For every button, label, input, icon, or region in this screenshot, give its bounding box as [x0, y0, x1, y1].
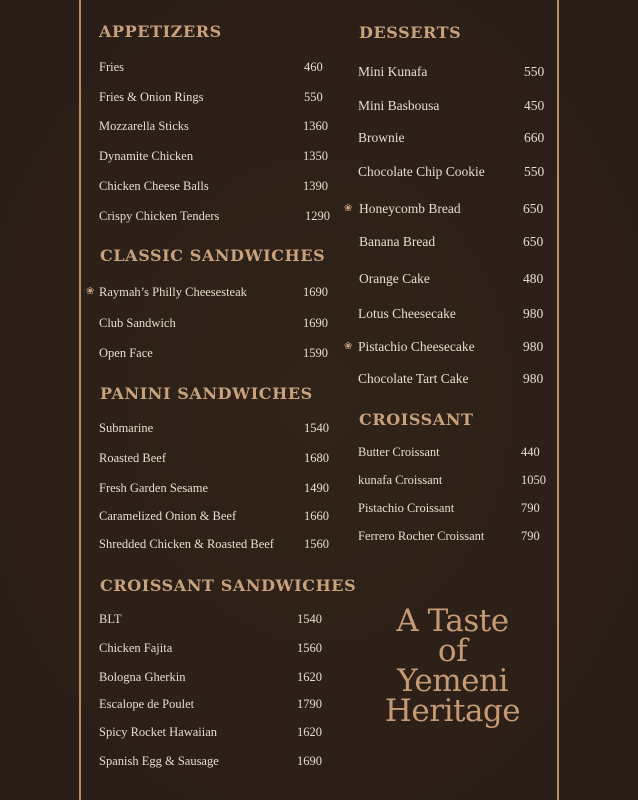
menu-item-name: Crispy Chicken Tenders: [99, 209, 220, 223]
menu-item-price: 660: [524, 130, 545, 145]
menu-item-name: Pistachio Cheesecake: [358, 339, 475, 354]
menu-item-price: 650: [523, 234, 544, 249]
menu-item-price: 1560: [304, 537, 329, 551]
menu-item-price: 1690: [303, 285, 328, 299]
menu-item-name: Ferrero Rocher Croissant: [358, 529, 485, 543]
menu-item-name: Spicy Rocket Hawaiian: [99, 725, 218, 739]
menu-item-price: 1660: [304, 509, 329, 523]
menu-item-name: Chicken Fajita: [99, 641, 173, 655]
menu-item-name: Chicken Cheese Balls: [99, 179, 209, 193]
menu-item-price: 550: [524, 164, 545, 179]
menu-item-price: 460: [304, 60, 323, 74]
menu-item-price: 1390: [303, 179, 328, 193]
menu-item-name: Mini Kunafa: [358, 64, 428, 79]
left-border-line: [79, 0, 81, 800]
menu-item-price: 1540: [297, 612, 322, 626]
tagline-line: of: [437, 633, 468, 669]
menu-item-price: 1490: [304, 481, 329, 495]
signature-dish-icon: ❀: [344, 203, 353, 214]
menu-item-price: 1790: [297, 697, 322, 711]
menu-item-price: 1620: [297, 725, 322, 739]
menu-item-price: 1690: [303, 316, 328, 330]
menu-item-name: Honeycomb Bread: [359, 201, 461, 216]
menu-item-name: Chocolate Chip Cookie: [358, 164, 485, 179]
menu-item-name: kunafa Croissant: [358, 473, 443, 487]
tagline-line: Heritage: [384, 693, 521, 729]
menu-item-price: 1680: [304, 451, 329, 465]
menu-item-price: 1590: [303, 346, 328, 360]
menu-item-name: Butter Croissant: [358, 445, 440, 459]
menu-item-price: 790: [521, 529, 540, 543]
menu-item-price: 550: [304, 90, 323, 104]
signature-dish-icon: ❀: [86, 286, 95, 297]
menu-item-name: Fries: [99, 60, 124, 74]
menu-item-name: Bologna Gherkin: [99, 670, 186, 684]
menu-item-name: Mini Basbousa: [358, 98, 440, 113]
menu-item-name: Pistachio Croissant: [358, 501, 455, 515]
menu-item-name: BLT: [99, 612, 122, 626]
menu-item-name: Shredded Chicken & Roasted Beef: [99, 537, 274, 551]
right-border-line: [557, 0, 559, 800]
menu-item-price: 1690: [297, 754, 322, 768]
menu-item-price: 1290: [305, 209, 330, 223]
menu-item-price: 980: [523, 306, 544, 321]
menu-item-name: Brownie: [358, 130, 405, 145]
menu-item-name: Escalope de Poulet: [99, 697, 195, 711]
section-title: CROISSANT SANDWICHES: [100, 576, 357, 595]
menu-item-name: Orange Cake: [359, 271, 430, 286]
menu-item-price: 1050: [521, 473, 546, 487]
menu-item-price: 1350: [303, 149, 328, 163]
menu-item-name: Raymah’s Philly Cheesesteak: [99, 285, 247, 299]
menu-item-name: Mozzarella Sticks: [99, 119, 189, 133]
menu-item-price: 1620: [297, 670, 322, 684]
section-title: CLASSIC SANDWICHES: [100, 246, 326, 265]
menu-item-name: Open Face: [99, 346, 153, 360]
menu-item-name: Club Sandwich: [99, 316, 176, 330]
menu-item-name: Chocolate Tart Cake: [358, 371, 469, 386]
signature-dish-icon: ❀: [344, 341, 353, 352]
menu-item-name: Spanish Egg & Sausage: [99, 754, 219, 768]
menu-item-price: 980: [523, 339, 544, 354]
section-title: CROISSANT: [359, 410, 474, 429]
menu-item-name: Banana Bread: [359, 234, 436, 249]
menu-item-price: 1540: [304, 421, 329, 435]
section-title: DESSERTS: [359, 23, 462, 42]
menu-item-name: Roasted Beef: [99, 451, 166, 465]
tagline-line: Yemeni: [397, 663, 508, 699]
brand-tagline: [370, 603, 535, 729]
menu-item-name: Fries & Onion Rings: [99, 90, 204, 104]
menu-item-price: 480: [523, 271, 544, 286]
menu-item-name: Dynamite Chicken: [99, 149, 194, 163]
menu-item-name: Submarine: [99, 421, 154, 435]
menu-item-price: 440: [521, 445, 540, 459]
menu-item-price: 550: [524, 64, 545, 79]
menu-item-name: Caramelized Onion & Beef: [99, 509, 237, 523]
menu-item-price: 450: [524, 98, 545, 113]
tagline-line: A Taste: [396, 603, 509, 639]
section-title: PANINI SANDWICHES: [100, 384, 313, 403]
menu-item-price: 980: [523, 371, 544, 386]
section-title: APPETIZERS: [99, 22, 222, 41]
menu-item-price: 1360: [303, 119, 328, 133]
menu-item-name: Lotus Cheesecake: [358, 306, 456, 321]
menu-item-name: Fresh Garden Sesame: [99, 481, 208, 495]
menu-item-price: 650: [523, 201, 544, 216]
menu-item-price: 1560: [297, 641, 322, 655]
menu-item-price: 790: [521, 501, 540, 515]
